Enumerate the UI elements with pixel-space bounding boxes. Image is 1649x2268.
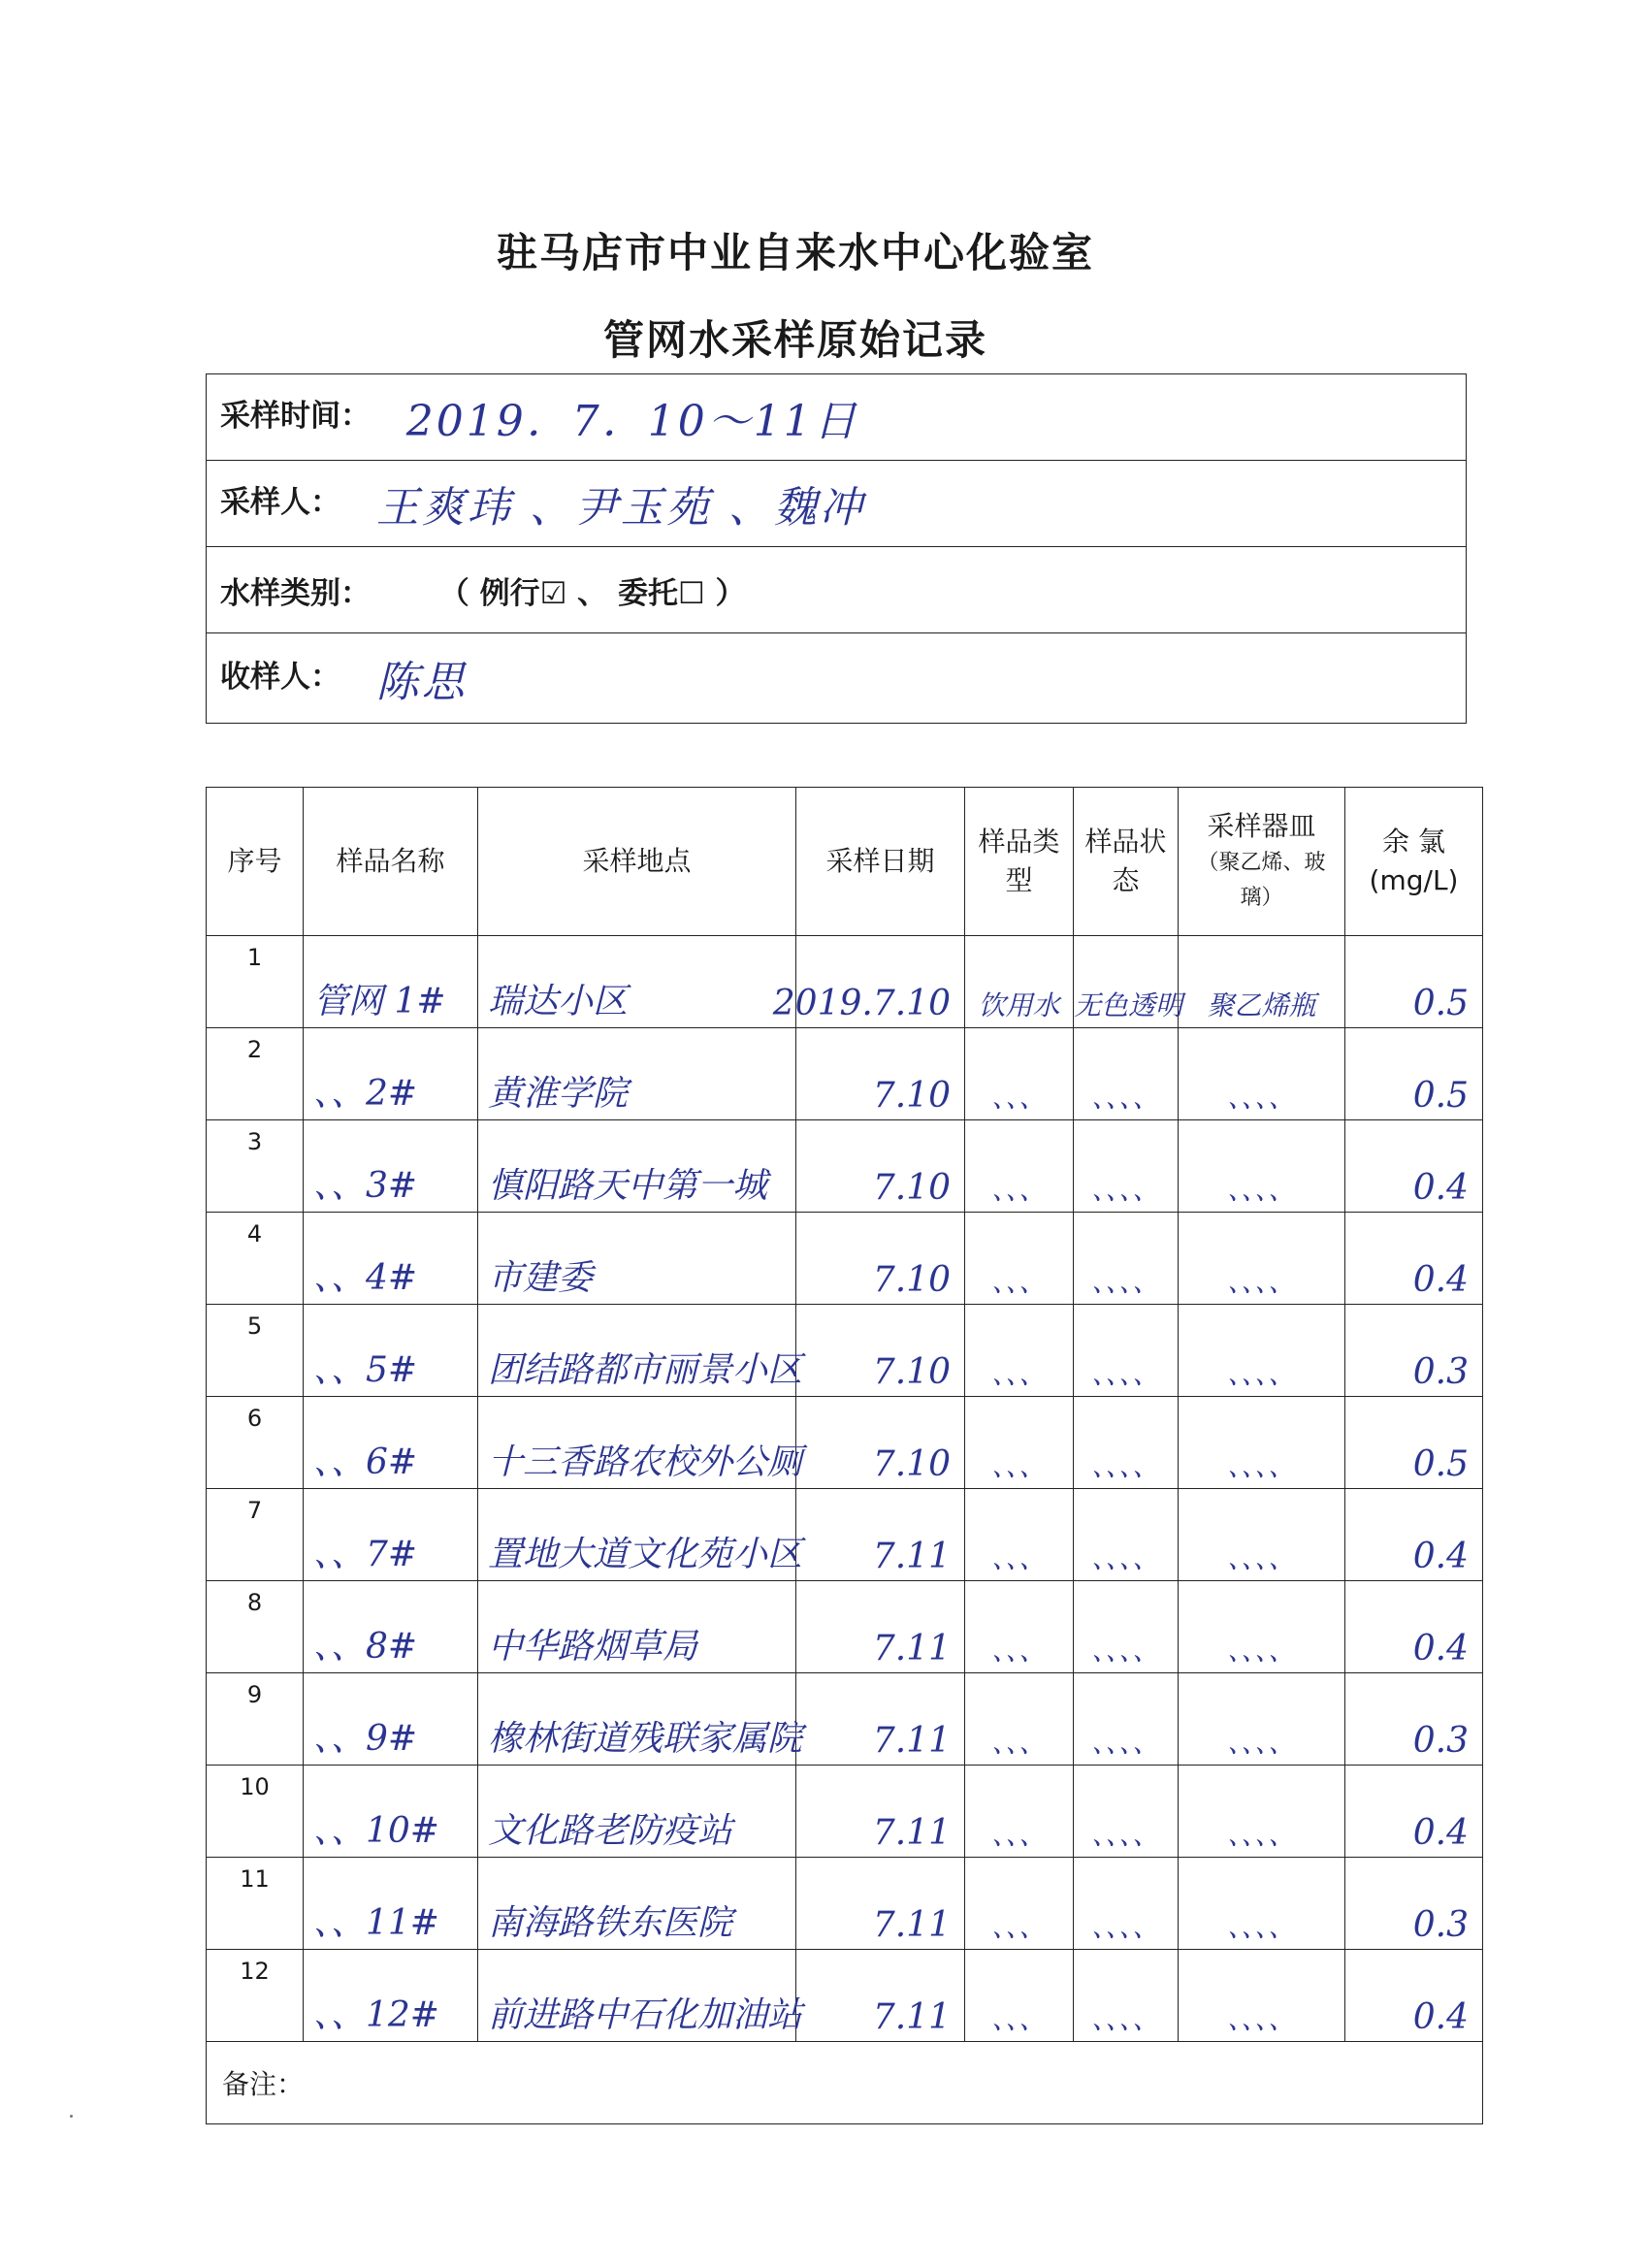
table-row xyxy=(207,1305,1483,1397)
row-sample-name-cell xyxy=(304,1950,478,2042)
row-location: 市建委 xyxy=(488,1258,594,1298)
row-date: 7.11 xyxy=(872,1721,951,1761)
row-vessel-cell xyxy=(1179,1766,1345,1858)
row-sample-name: 管网 1# xyxy=(313,982,446,1021)
row-chlorine-cell xyxy=(1345,1673,1483,1766)
header-vessel xyxy=(1179,788,1345,936)
row-location-cell xyxy=(478,1120,796,1213)
row-location-cell xyxy=(478,936,796,1028)
row-vessel: 、、、、 xyxy=(1227,1911,1296,1943)
row-sample-state: 、、、、 xyxy=(1091,1266,1160,1298)
table-row xyxy=(207,1489,1483,1581)
row-chlorine: 0.4 xyxy=(1412,1260,1469,1300)
row-date: 7.10 xyxy=(872,1352,951,1392)
row-chlorine-cell xyxy=(1345,1028,1483,1120)
row-sample-name-cell xyxy=(304,1120,478,1213)
row-sample-state-cell xyxy=(1074,1581,1179,1673)
row-date: 2019.7.10 xyxy=(772,984,951,1023)
row-sample-state-cell xyxy=(1074,1950,1179,2042)
row-seq: 2 xyxy=(207,1028,304,1120)
category-row xyxy=(207,547,1467,633)
table-row xyxy=(207,936,1483,1028)
row-date: 7.11 xyxy=(872,1997,951,2037)
row-date: 7.10 xyxy=(872,1444,951,1484)
row-location: 瑞达小区 xyxy=(488,982,629,1021)
row-chlorine-cell xyxy=(1345,1766,1483,1858)
row-sample-type-cell xyxy=(965,1489,1074,1581)
row-sample-name-cell xyxy=(304,1766,478,1858)
row-chlorine-cell xyxy=(1345,1858,1483,1950)
row-sample-name: 、、10# xyxy=(313,1811,439,1851)
table-row xyxy=(207,1397,1483,1489)
row-sample-type: 、、、 xyxy=(991,1082,1047,1114)
row-vessel-cell xyxy=(1179,1858,1345,1950)
header-vessel-sub: （聚乙烯、玻璃） xyxy=(1197,851,1326,910)
row-chlorine-cell xyxy=(1345,1489,1483,1581)
row-seq: 10 xyxy=(207,1766,304,1858)
row-seq: 5 xyxy=(207,1305,304,1397)
row-sample-state: 无色透明 xyxy=(1074,989,1183,1021)
row-sample-state-cell xyxy=(1074,1213,1179,1305)
row-sample-name-cell xyxy=(304,1673,478,1766)
row-date-cell xyxy=(796,1120,965,1213)
row-location-cell xyxy=(478,1028,796,1120)
row-sample-state-cell xyxy=(1074,1489,1179,1581)
form-subtitle: 管网水采样原始记录 xyxy=(602,316,987,364)
row-sample-type: 、、、 xyxy=(991,1635,1047,1667)
row-chlorine-cell xyxy=(1345,936,1483,1028)
sampler-row xyxy=(207,461,1467,547)
row-vessel-cell xyxy=(1179,1305,1345,1397)
row-vessel-cell xyxy=(1179,1950,1345,2042)
row-vessel: 、、、、 xyxy=(1227,1542,1296,1574)
row-chlorine: 0.4 xyxy=(1412,1813,1469,1853)
row-date-cell xyxy=(796,1028,965,1120)
row-vessel-cell xyxy=(1179,1028,1345,1120)
row-location: 中华路烟草局 xyxy=(488,1627,698,1667)
row-vessel-cell xyxy=(1179,1397,1345,1489)
row-sample-type: 、、、 xyxy=(991,1819,1047,1851)
row-sample-name-cell xyxy=(304,1028,478,1120)
row-sample-name: 、、2# xyxy=(313,1074,418,1114)
sampler-value: 王爽玮 、尹玉苑 、魏冲 xyxy=(375,483,865,533)
row-location: 前进路中石化加油站 xyxy=(488,1995,803,2035)
row-sample-state: 、、、、 xyxy=(1091,1542,1160,1574)
row-seq: 7 xyxy=(207,1489,304,1581)
row-chlorine-cell xyxy=(1345,1581,1483,1673)
table-row xyxy=(207,1673,1483,1766)
row-sample-name: 、、9# xyxy=(313,1719,418,1759)
row-sample-state-cell xyxy=(1074,1028,1179,1120)
note-label: 备注： xyxy=(207,2042,1483,2124)
row-seq: 11 xyxy=(207,1858,304,1950)
row-date-cell xyxy=(796,1305,965,1397)
row-chlorine: 0.3 xyxy=(1412,1721,1469,1761)
row-sample-type: 、、、 xyxy=(991,1911,1047,1943)
row-sample-type: 、、、 xyxy=(991,1174,1047,1206)
category-options: （ 例行☑ 、 委托☐ ） xyxy=(438,575,746,611)
info-table xyxy=(206,373,1467,724)
row-sample-name: 、、12# xyxy=(313,1995,439,2035)
row-seq: 6 xyxy=(207,1397,304,1489)
row-sample-type: 、、、 xyxy=(991,1358,1047,1390)
row-chlorine-cell xyxy=(1345,1397,1483,1489)
row-sample-state: 、、、、 xyxy=(1091,1727,1160,1759)
row-seq: 3 xyxy=(207,1120,304,1213)
table-row xyxy=(207,1766,1483,1858)
row-vessel: 、、、、 xyxy=(1227,1266,1296,1298)
scan-speck xyxy=(70,2115,73,2118)
row-sample-name: 、、3# xyxy=(313,1166,418,1206)
row-sample-state-cell xyxy=(1074,1397,1179,1489)
row-sample-type-cell xyxy=(965,1581,1074,1673)
row-sample-name-cell xyxy=(304,936,478,1028)
row-date-cell xyxy=(796,1489,965,1581)
row-sample-name: 、、7# xyxy=(313,1535,418,1574)
form-title: 驻马店市中业自来水中心化验室 xyxy=(496,229,1094,276)
row-sample-state-cell xyxy=(1074,936,1183,1028)
row-date: 7.10 xyxy=(872,1260,951,1300)
row-sample-name: 、、6# xyxy=(313,1442,418,1482)
table-row xyxy=(207,1120,1483,1213)
receiver-label: 收样人： xyxy=(220,659,340,695)
row-location: 橡林街道残联家属院 xyxy=(488,1719,803,1759)
row-sample-state-cell xyxy=(1074,1120,1179,1213)
row-location: 黄淮学院 xyxy=(488,1074,629,1114)
row-sample-type-cell xyxy=(965,1950,1074,2042)
row-chlorine: 0.5 xyxy=(1412,984,1469,1023)
sampling-time-value: 2019．7．10～11日 xyxy=(405,397,859,446)
header-chlorine xyxy=(1345,788,1483,936)
row-date-cell xyxy=(796,1213,965,1305)
row-seq: 1 xyxy=(207,936,304,1028)
header-location: 采样地点 xyxy=(478,788,796,936)
row-location-cell xyxy=(478,1305,803,1397)
header-date: 采样日期 xyxy=(796,788,965,936)
header-name: 样品名称 xyxy=(304,788,478,936)
row-location-cell xyxy=(478,1673,803,1766)
row-sample-type-cell xyxy=(965,1120,1074,1213)
row-sample-name-cell xyxy=(304,1213,478,1305)
header-chlorine-unit: (mg/L) xyxy=(1369,864,1459,896)
row-chlorine: 0.5 xyxy=(1412,1444,1469,1484)
table-header xyxy=(207,788,1483,936)
row-sample-state: 、、、、 xyxy=(1091,1174,1160,1206)
row-vessel: 、、、、 xyxy=(1227,1635,1296,1667)
row-location: 南海路铁东医院 xyxy=(488,1903,733,1943)
row-sample-state: 、、、、 xyxy=(1091,1082,1160,1114)
row-sample-name-cell xyxy=(304,1858,478,1950)
header-state: 样品状态 xyxy=(1074,788,1179,936)
sampling-time-row xyxy=(207,374,1467,461)
row-sample-name: 、、5# xyxy=(313,1350,418,1390)
row-sample-type-cell xyxy=(965,1858,1074,1950)
row-sample-type: 、、、 xyxy=(991,1727,1047,1759)
row-sample-name: 、、4# xyxy=(313,1258,418,1298)
row-date-cell xyxy=(796,1397,965,1489)
row-sample-type: 饮用水 xyxy=(978,989,1060,1021)
row-date-cell xyxy=(796,1673,965,1766)
row-sample-type: 、、、 xyxy=(991,2003,1047,2035)
table-row xyxy=(207,1213,1483,1305)
row-sample-type: 、、、 xyxy=(991,1542,1047,1574)
row-sample-state-cell xyxy=(1074,1673,1179,1766)
row-vessel-cell xyxy=(1179,1489,1345,1581)
row-sample-name-cell xyxy=(304,1581,478,1673)
row-chlorine: 0.4 xyxy=(1412,1168,1469,1208)
row-date-cell xyxy=(772,936,965,1028)
table-row xyxy=(207,1858,1483,1950)
row-sample-type-cell xyxy=(965,1028,1074,1120)
row-vessel: 、、、、 xyxy=(1227,2003,1296,2035)
row-date-cell xyxy=(796,1858,965,1950)
row-seq: 8 xyxy=(207,1581,304,1673)
row-location-cell xyxy=(478,1858,796,1950)
row-date: 7.10 xyxy=(872,1076,951,1116)
sampler-label: 采样人： xyxy=(220,484,340,520)
row-sample-type-cell xyxy=(965,936,1074,1028)
header-chlorine-label: 余 氯 xyxy=(1382,826,1445,858)
row-sample-type: 、、、 xyxy=(991,1266,1047,1298)
row-chlorine: 0.4 xyxy=(1412,1537,1469,1576)
receiver-row xyxy=(207,633,1467,724)
table-row xyxy=(207,1950,1483,2042)
row-sample-type-cell xyxy=(965,1305,1074,1397)
header-seq: 序号 xyxy=(207,788,304,936)
row-seq: 4 xyxy=(207,1213,304,1305)
row-vessel-cell xyxy=(1179,936,1345,1028)
row-sample-type-cell xyxy=(965,1673,1074,1766)
row-sample-name: 、、11# xyxy=(313,1903,439,1943)
row-vessel-cell xyxy=(1179,1120,1345,1213)
row-sample-name-cell xyxy=(304,1305,478,1397)
sampling-time-label: 采样时间： xyxy=(220,398,371,434)
note-row xyxy=(207,2042,1483,2124)
row-chlorine-cell xyxy=(1345,1213,1483,1305)
row-location: 文化路老防疫站 xyxy=(488,1811,733,1851)
row-sample-name: 、、8# xyxy=(313,1627,418,1667)
row-seq: 9 xyxy=(207,1673,304,1766)
row-chlorine: 0.4 xyxy=(1412,1629,1469,1669)
row-location-cell xyxy=(478,1950,803,2042)
row-chlorine: 0.5 xyxy=(1412,1076,1469,1116)
row-vessel: 、、、、 xyxy=(1227,1358,1296,1390)
row-vessel-cell xyxy=(1179,1213,1345,1305)
row-sample-type-cell xyxy=(965,1397,1074,1489)
row-chlorine-cell xyxy=(1345,1305,1483,1397)
row-date-cell xyxy=(796,1950,965,2042)
table-row xyxy=(207,1581,1483,1673)
row-chlorine-cell xyxy=(1345,1120,1483,1213)
row-vessel: 、、、、 xyxy=(1227,1727,1296,1759)
row-date: 7.11 xyxy=(872,1629,951,1669)
row-sample-state: 、、、、 xyxy=(1091,1358,1160,1390)
row-location-cell xyxy=(478,1489,803,1581)
row-vessel-cell xyxy=(1179,1581,1345,1673)
row-sample-type-cell xyxy=(965,1213,1074,1305)
row-sample-name-cell xyxy=(304,1397,478,1489)
row-sample-name-cell xyxy=(304,1489,478,1581)
row-location-cell xyxy=(478,1766,796,1858)
row-date-cell xyxy=(796,1581,965,1673)
row-location: 十三香路农校外公厕 xyxy=(488,1442,803,1482)
row-date: 7.11 xyxy=(872,1537,951,1576)
row-sample-state-cell xyxy=(1074,1305,1179,1397)
row-vessel: 、、、、 xyxy=(1227,1174,1296,1206)
row-vessel-cell xyxy=(1179,1673,1345,1766)
row-sample-state: 、、、、 xyxy=(1091,2003,1160,2035)
row-date: 7.11 xyxy=(872,1813,951,1853)
row-location: 置地大道文化苑小区 xyxy=(488,1535,803,1574)
row-chlorine-cell xyxy=(1345,1950,1483,2042)
row-sample-state: 、、、、 xyxy=(1091,1819,1160,1851)
row-sample-state-cell xyxy=(1074,1858,1179,1950)
row-chlorine: 0.4 xyxy=(1412,1997,1469,2037)
row-sample-type-cell xyxy=(965,1766,1074,1858)
row-chlorine: 0.3 xyxy=(1412,1905,1469,1945)
row-date: 7.11 xyxy=(872,1905,951,1945)
row-sample-type: 、、、 xyxy=(991,1450,1047,1482)
row-seq: 12 xyxy=(207,1950,304,2042)
row-location: 慎阳路天中第一城 xyxy=(488,1166,768,1206)
row-vessel: 、、、、 xyxy=(1227,1819,1296,1851)
row-vessel: 、、、、 xyxy=(1227,1082,1296,1114)
row-sample-state: 、、、、 xyxy=(1091,1635,1160,1667)
category-label: 水样类别： xyxy=(220,575,371,611)
header-vessel-label: 采样器皿 xyxy=(1207,810,1316,842)
row-sample-state-cell xyxy=(1074,1766,1179,1858)
row-location: 团结路都市丽景小区 xyxy=(488,1350,803,1390)
row-location-cell xyxy=(478,1213,796,1305)
row-date-cell xyxy=(796,1766,965,1858)
row-vessel: 聚乙烯瓶 xyxy=(1207,989,1316,1021)
row-vessel: 、、、、 xyxy=(1227,1450,1296,1482)
row-location-cell xyxy=(478,1581,796,1673)
table-row xyxy=(207,1028,1483,1120)
row-location-cell xyxy=(478,1397,803,1489)
row-sample-state: 、、、、 xyxy=(1091,1911,1160,1943)
row-date: 7.10 xyxy=(872,1168,951,1208)
sample-table xyxy=(206,787,1483,2124)
receiver-value: 陈思 xyxy=(375,658,468,707)
row-sample-state: 、、、、 xyxy=(1091,1450,1160,1482)
header-type: 样品类型 xyxy=(965,788,1074,936)
row-chlorine: 0.3 xyxy=(1412,1352,1469,1392)
